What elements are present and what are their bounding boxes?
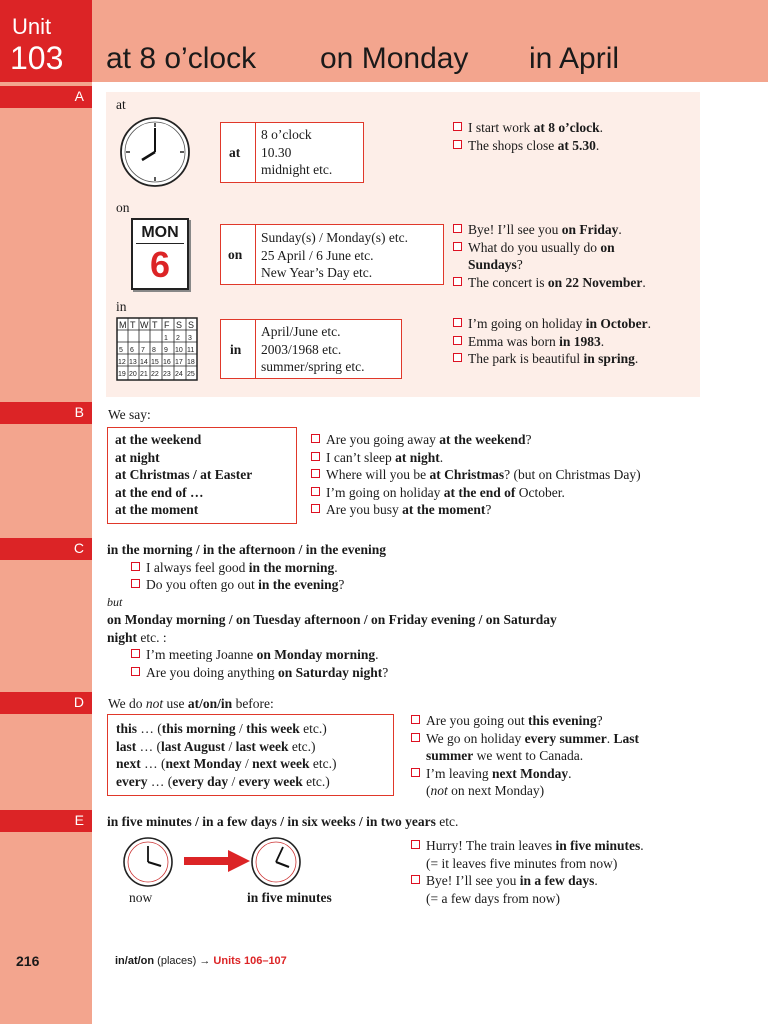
d-box-line: next … (next Monday / next week etc.) [116, 756, 337, 771]
section-d-box [107, 714, 394, 796]
section-b-examples [311, 431, 641, 519]
page-number: 216 [16, 953, 40, 969]
section-c-heading-2: on Monday morning / on Tuesday afternoon / on Friday evening / on Saturday [107, 612, 557, 627]
unit-number: 103 [10, 40, 64, 76]
calendar-date: 6 [149, 244, 171, 285]
section-e-examples [411, 837, 644, 907]
in-box-item: summer/spring etc. [261, 359, 365, 374]
svg-text:14: 14 [140, 359, 148, 366]
d-box-line: last … (last August / last week etc.) [116, 738, 316, 754]
on-box-prep: on [228, 247, 243, 262]
in-month-box [220, 319, 402, 379]
example-line: I’m going on holiday at the end of October. [311, 484, 641, 502]
example-line: We go on holiday every summer. Last [411, 730, 639, 748]
example-line: I’m going on holiday in October. [453, 315, 651, 333]
svg-text:2: 2 [176, 335, 180, 342]
svg-text:10: 10 [175, 347, 183, 354]
example-line: Hurry! The train leaves in five minutes. [411, 837, 644, 855]
section-b-intro: We say: [108, 407, 151, 422]
svg-text:1: 1 [164, 335, 168, 342]
on-box-item: New Year’s Day etc. [261, 265, 373, 280]
example-line: Are you going out this evening? [411, 712, 639, 730]
example-note: (= it leaves five minutes from now) [426, 855, 618, 871]
example-note: (not on next Monday) [426, 783, 545, 798]
svg-text:20: 20 [129, 371, 137, 378]
on-box-item: 25 April / 6 June etc. [261, 247, 374, 263]
in-box-prep: in [230, 342, 242, 357]
svg-text:17: 17 [175, 359, 183, 366]
b-box-item: at night [115, 449, 160, 465]
svg-text:S: S [176, 320, 183, 330]
units-link[interactable]: Units 106–107 [210, 955, 287, 967]
section-tab-d: D [0, 692, 92, 714]
svg-text:24: 24 [175, 371, 183, 378]
in-box-item: April/June etc. [261, 324, 341, 339]
example-line: Bye! I’ll see you in a few days. [411, 872, 644, 890]
b-box-item: at the moment [115, 502, 199, 517]
b-box-item: at the end of … [115, 484, 204, 500]
example-line: What do you usually do on [453, 239, 646, 257]
d-box-line: this … (this morning / this week etc.) [116, 721, 327, 736]
clock-icon [118, 115, 192, 189]
example-line: I can’t sleep at night. [311, 449, 641, 467]
calendar-day: MON [141, 224, 179, 241]
cross-reference: in/at/on (places) → Units 106–107 [115, 955, 287, 967]
svg-text:T: T [152, 320, 158, 330]
calendar-page-icon [131, 218, 189, 290]
example-line: I always feel good in the morning. [107, 559, 557, 577]
section-b-box [107, 427, 297, 524]
d-box-line: every … (every day / every week etc.) [116, 773, 330, 789]
example-line: Are you doing anything on Saturday night? [107, 664, 557, 682]
svg-text:8: 8 [152, 347, 156, 354]
svg-text:S: S [188, 320, 195, 330]
unit-badge [0, 0, 92, 82]
on-examples [453, 221, 646, 291]
svg-text:22: 22 [151, 371, 159, 378]
section-d-examples [411, 712, 639, 800]
section-tab-e: E [0, 810, 92, 832]
section-c-heading: in the morning / in the afternoon / in the evening [107, 542, 387, 557]
svg-text:5: 5 [119, 347, 123, 354]
header-bar [92, 0, 768, 82]
section-tab-b: B [0, 402, 92, 424]
example-line: The concert is on 22 November. [453, 274, 646, 292]
arrow-shaft [184, 857, 230, 865]
example-line: Where will you be at Christmas? (but on Christmas Day) [311, 466, 641, 484]
svg-text:9: 9 [164, 347, 168, 354]
example-line: Sundays? [468, 257, 523, 272]
example-line: I’m meeting Joanne on Monday morning. [107, 646, 557, 664]
section-e-heading: in five minutes / in a few days / in six weeks / in two years etc. [107, 814, 459, 829]
svg-text:13: 13 [129, 359, 137, 366]
svg-text:23: 23 [163, 371, 171, 378]
unit-word: Unit [12, 14, 52, 39]
svg-text:25: 25 [187, 371, 195, 378]
clock-now-icon [122, 836, 174, 888]
in-label: in [116, 299, 127, 314]
calendar-grid-icon [116, 317, 198, 381]
example-line: Do you often go out in the evening? [107, 576, 557, 594]
svg-text:M: M [119, 320, 127, 330]
on-box-item: Sunday(s) / Monday(s) etc. [261, 230, 408, 245]
title-in: in April [529, 42, 620, 75]
svg-text:7: 7 [141, 347, 145, 354]
sidebar [0, 0, 92, 1024]
example-line: summer we went to Canada. [426, 748, 584, 763]
section-d-intro: We do not use at/on/in before: [108, 696, 274, 711]
example-line: Bye! I’ll see you on Friday. [453, 221, 646, 239]
example-line: Are you going away at the weekend? [311, 431, 641, 449]
svg-text:W: W [140, 320, 149, 330]
svg-text:18: 18 [187, 359, 195, 366]
clock-later-icon [250, 836, 302, 888]
at-box-item: 10.30 [261, 144, 292, 160]
example-line: The park is beautiful in spring. [453, 350, 651, 368]
svg-text:6: 6 [130, 347, 134, 354]
clock-label-later: in five minutes [247, 890, 332, 905]
example-line: The shops close at 5.30. [453, 137, 603, 155]
clock-label-now: now [129, 890, 153, 905]
b-box-item: at Christmas / at Easter [115, 467, 253, 482]
svg-text:F: F [164, 320, 170, 330]
svg-text:15: 15 [151, 359, 159, 366]
b-box-item: at the weekend [115, 432, 202, 447]
section-tab-a: A [0, 86, 92, 108]
section-c-body: in the morning / in the afternoon / in the evening I always feel good in the morning. Do you often go out in the evening? but on Monday morning / on Tuesday afternoon / on Friday evening / on Saturday night etc. : I’m meeting Joanne on Monday morning. Are you doing anything on Saturday night? [107, 542, 557, 680]
example-line: Emma was born in 1983. [453, 333, 651, 351]
at-label: at [116, 97, 126, 112]
title-at: at 8 o’clock [106, 42, 257, 75]
at-time-box [220, 122, 364, 183]
but-label: but [107, 594, 123, 609]
svg-text:3: 3 [188, 335, 192, 342]
svg-text:16: 16 [163, 359, 171, 366]
svg-text:21: 21 [140, 371, 148, 378]
section-tab-c: C [0, 538, 92, 560]
on-label: on [116, 200, 130, 215]
svg-text:12: 12 [118, 359, 126, 366]
svg-text:11: 11 [187, 347, 195, 354]
svg-text:19: 19 [118, 371, 126, 378]
example-line: I’m leaving next Monday. [411, 765, 639, 783]
at-box-item: 8 o’clock [261, 127, 312, 142]
at-examples [453, 119, 603, 154]
on-day-box [220, 224, 444, 285]
in-box-item: 2003/1968 etc. [261, 341, 342, 357]
title-on: on Monday [320, 42, 469, 75]
example-line: I start work at 8 o’clock. [453, 119, 603, 137]
in-examples [453, 315, 651, 368]
at-box-prep: at [229, 145, 241, 160]
at-box-item: midnight etc. [261, 162, 333, 177]
example-note: (= a few days from now) [426, 890, 560, 906]
example-line: Are you busy at the moment? [311, 501, 641, 519]
svg-text:T: T [130, 320, 136, 330]
arrow-right-icon [228, 850, 250, 872]
